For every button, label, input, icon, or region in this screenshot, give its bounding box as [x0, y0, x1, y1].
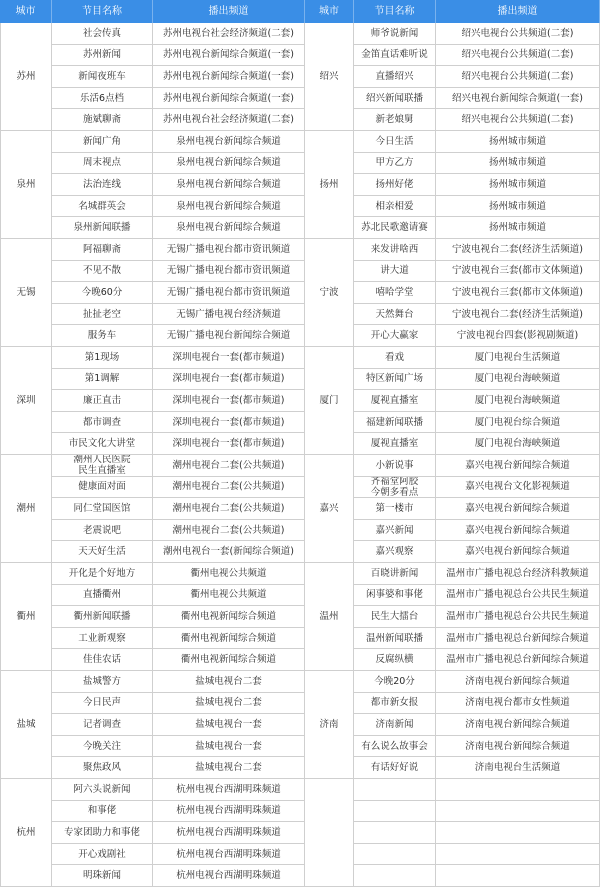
channel-cell	[436, 779, 600, 801]
channel-cell: 嘉兴电视台新闻综合频道	[436, 520, 600, 542]
header-program-name: 节目名称	[52, 0, 153, 23]
channel-cell: 绍兴电视台公共频道(二套)	[436, 23, 600, 45]
city-cell: 嘉兴	[305, 455, 354, 563]
program-name-cell: 法治连线	[52, 174, 153, 196]
program-name-cell: 佳佳农话	[52, 649, 153, 671]
program-name-cell: 有么说么故事会	[354, 736, 436, 758]
program-name-cell: 工业新观察	[52, 628, 153, 650]
channel-cell: 苏州电视台新闻综合频道(一套)	[153, 45, 305, 67]
program-name-cell: 扬州好佬	[354, 174, 436, 196]
channel-cell: 杭州电视台西湖明珠频道	[153, 779, 305, 801]
channel-cell: 扬州城市频道	[436, 196, 600, 218]
program-name-cell: 专家团助力和事佬	[52, 822, 153, 844]
channel-cell: 温州市广播电视总台新闻综合频道	[436, 628, 600, 650]
channel-cell: 衢州电视公共频道	[153, 563, 305, 585]
channel-cell: 盐城电视台二套	[153, 693, 305, 715]
program-name-cell: 老震说吧	[52, 520, 153, 542]
program-name-cell	[354, 865, 436, 887]
program-name-cell: 师爷说新闻	[354, 23, 436, 45]
program-name-cell: 今日民声	[52, 693, 153, 715]
channel-cell: 深圳电视台一套(都市频道)	[153, 412, 305, 434]
header-channel: 播出频道	[436, 0, 600, 23]
channel-cell: 衢州电视新闻综合频道	[153, 606, 305, 628]
channel-cell: 衢州电视新闻综合频道	[153, 628, 305, 650]
channel-cell: 苏州电视台新闻综合频道(一套)	[153, 88, 305, 110]
channel-cell	[436, 865, 600, 887]
program-name-cell: 名城群英会	[52, 196, 153, 218]
channel-cell: 盐城电视台二套	[153, 671, 305, 693]
program-name-cell: 乐活6点档	[52, 88, 153, 110]
program-name-cell: 看戏	[354, 347, 436, 369]
channel-cell: 苏州电视台新闻综合频道(一套)	[153, 66, 305, 88]
program-name-cell: 小新说事	[354, 455, 436, 477]
channel-cell: 厦门电视台综合频道	[436, 412, 600, 434]
city-cell: 绍兴	[305, 23, 354, 131]
program-name-cell: 嘉兴观察	[354, 541, 436, 563]
program-name-cell: 新闻夜班车	[52, 66, 153, 88]
program-name-cell: 闲事婆和事佬	[354, 585, 436, 607]
program-name-cell: 第一楼市	[354, 498, 436, 520]
channel-cell: 苏州电视台社会经济频道(二套)	[153, 23, 305, 45]
program-name-cell: 特区新闻广场	[354, 369, 436, 391]
program-name-cell: 直播衢州	[52, 585, 153, 607]
program-name-cell: 社会传真	[52, 23, 153, 45]
channel-cell: 温州市广播电视总台公共民生频道	[436, 585, 600, 607]
program-name-cell: 新闻广角	[52, 131, 153, 153]
channel-cell	[436, 801, 600, 823]
program-name-cell	[354, 844, 436, 866]
channel-cell	[436, 822, 600, 844]
program-name-cell: 第1现场	[52, 347, 153, 369]
program-name-cell: 齐福堂阿胶 今朝多看点	[354, 477, 436, 499]
channel-cell: 济南电视台都市女性频道	[436, 693, 600, 715]
program-name-cell: 施斌聊斋	[52, 109, 153, 131]
program-name-cell: 市民文化大讲堂	[52, 433, 153, 455]
channel-cell: 深圳电视台一套(都市频道)	[153, 369, 305, 391]
program-name-cell: 扯扯老空	[52, 304, 153, 326]
channel-cell: 杭州电视台西湖明珠频道	[153, 822, 305, 844]
channel-cell: 衢州电视公共频道	[153, 585, 305, 607]
channel-cell: 宁波电视台四套(影视剧频道)	[436, 325, 600, 347]
city-cell: 泉州	[0, 131, 52, 239]
program-name-cell: 苏州新闻	[52, 45, 153, 67]
city-cell: 苏州	[0, 23, 52, 131]
program-name-cell: 周末视点	[52, 153, 153, 175]
program-name-cell: 廉正直击	[52, 390, 153, 412]
channel-cell: 无锡广播电视台经济频道	[153, 304, 305, 326]
header-city: 城市	[305, 0, 354, 23]
channel-cell: 潮州电视台二套(公共频道)	[153, 477, 305, 499]
channel-cell: 绍兴电视台公共频道(二套)	[436, 66, 600, 88]
city-cell: 宁波	[305, 239, 354, 347]
header-city: 城市	[0, 0, 52, 23]
channel-cell: 宁波电视台二套(经济生活频道)	[436, 239, 600, 261]
city-cell: 无锡	[0, 239, 52, 347]
program-name-cell: 温州新闻联播	[354, 628, 436, 650]
header-program-name: 节目名称	[354, 0, 436, 23]
channel-cell: 杭州电视台西湖明珠频道	[153, 865, 305, 887]
program-name-cell: 同仁堂国医馆	[52, 498, 153, 520]
city-cell: 济南	[305, 671, 354, 779]
program-name-cell: 直播绍兴	[354, 66, 436, 88]
program-name-cell: 天然舞台	[354, 304, 436, 326]
program-name-cell: 嘉兴新闻	[354, 520, 436, 542]
program-name-cell: 厦视直播室	[354, 433, 436, 455]
channel-cell: 厦门电视台海峡频道	[436, 433, 600, 455]
channel-cell: 泉州电视台新闻综合频道	[153, 174, 305, 196]
program-name-cell	[354, 822, 436, 844]
program-name-cell: 开化是个好地方	[52, 563, 153, 585]
program-name-cell: 记者调查	[52, 714, 153, 736]
channel-cell: 盐城电视台二套	[153, 757, 305, 779]
channel-cell: 温州市广播电视总台新闻综合频道	[436, 649, 600, 671]
channel-cell: 扬州城市频道	[436, 174, 600, 196]
program-name-cell: 潮州人民医院 民生直播室	[52, 455, 153, 477]
channel-cell: 盐城电视台一套	[153, 736, 305, 758]
program-name-cell: 阿六头说新闻	[52, 779, 153, 801]
channel-cell: 扬州城市频道	[436, 217, 600, 239]
channel-cell: 嘉兴电视台新闻综合频道	[436, 498, 600, 520]
city-cell	[305, 779, 354, 887]
program-name-cell: 相亲相爱	[354, 196, 436, 218]
program-name-cell: 盐城警方	[52, 671, 153, 693]
channel-cell: 温州市广播电视总台经济科教频道	[436, 563, 600, 585]
program-name-cell: 今晚关注	[52, 736, 153, 758]
program-name-cell: 金笛直话难听说	[354, 45, 436, 67]
channel-cell: 泉州电视台新闻综合频道	[153, 196, 305, 218]
channel-cell: 苏州电视台社会经济频道(二套)	[153, 109, 305, 131]
program-name-cell: 明珠新闻	[52, 865, 153, 887]
city-cell: 温州	[305, 563, 354, 671]
program-name-cell: 苏北民歌邀请赛	[354, 217, 436, 239]
program-name-cell: 健康面对面	[52, 477, 153, 499]
channel-cell: 济南电视台生活频道	[436, 757, 600, 779]
program-name-cell: 甲方乙方	[354, 153, 436, 175]
channel-cell: 潮州电视台二套(公共频道)	[153, 455, 305, 477]
program-name-cell: 厦视直播室	[354, 390, 436, 412]
channel-cell: 宁波电视台二套(经济生活频道)	[436, 304, 600, 326]
program-name-cell: 讲大道	[354, 261, 436, 283]
program-name-cell: 都市新女报	[354, 693, 436, 715]
channel-cell: 衢州电视新闻综合频道	[153, 649, 305, 671]
channel-cell: 绍兴电视台公共频道(二套)	[436, 45, 600, 67]
channel-cell: 嘉兴电视台新闻综合频道	[436, 541, 600, 563]
program-name-cell: 第1调解	[52, 369, 153, 391]
channel-cell: 无锡广播电视台都市资讯频道	[153, 282, 305, 304]
program-name-cell: 和事佬	[52, 801, 153, 823]
header-channel: 播出频道	[153, 0, 305, 23]
program-name-cell: 反腐纵横	[354, 649, 436, 671]
city-cell: 盐城	[0, 671, 52, 779]
channel-cell: 厦门电视台生活频道	[436, 347, 600, 369]
channel-cell: 潮州电视台一套(新闻综合频道)	[153, 541, 305, 563]
channel-cell: 深圳电视台一套(都市频道)	[153, 433, 305, 455]
channel-cell: 济南电视台新闻综合频道	[436, 714, 600, 736]
city-cell: 厦门	[305, 347, 354, 455]
program-name-cell: 今日生活	[354, 131, 436, 153]
channel-cell: 嘉兴电视台文化影视频道	[436, 477, 600, 499]
program-name-cell: 聚焦政风	[52, 757, 153, 779]
channel-cell: 扬州城市频道	[436, 153, 600, 175]
channel-cell: 潮州电视台二套(公共频道)	[153, 520, 305, 542]
channel-cell: 扬州城市频道	[436, 131, 600, 153]
channel-cell: 深圳电视台一套(都市频道)	[153, 347, 305, 369]
channel-cell: 厦门电视台海峡频道	[436, 369, 600, 391]
program-name-cell: 开心大赢家	[354, 325, 436, 347]
program-name-cell: 服务车	[52, 325, 153, 347]
program-name-cell: 今晚60分	[52, 282, 153, 304]
channel-cell: 宁波电视台三套(都市文体频道)	[436, 261, 600, 283]
program-name-cell: 福建新闻联播	[354, 412, 436, 434]
channel-cell: 宁波电视台三套(都市文体频道)	[436, 282, 600, 304]
channel-cell: 杭州电视台西湖明珠频道	[153, 844, 305, 866]
program-name-cell: 衢州新闻联播	[52, 606, 153, 628]
channel-cell: 杭州电视台西湖明珠频道	[153, 801, 305, 823]
program-name-cell: 百晓讲新闻	[354, 563, 436, 585]
program-name-cell: 今晚20分	[354, 671, 436, 693]
program-name-cell	[354, 779, 436, 801]
program-name-cell: 天天好生活	[52, 541, 153, 563]
city-cell: 深圳	[0, 347, 52, 455]
channel-cell: 厦门电视台海峡频道	[436, 390, 600, 412]
channel-cell: 嘉兴电视台新闻综合频道	[436, 455, 600, 477]
channel-cell: 济南电视台新闻综合频道	[436, 736, 600, 758]
channel-cell: 潮州电视台二套(公共频道)	[153, 498, 305, 520]
program-name-cell: 来发讲啥西	[354, 239, 436, 261]
channel-cell: 盐城电视台一套	[153, 714, 305, 736]
channel-cell: 无锡广播电视台都市资讯频道	[153, 261, 305, 283]
channel-cell: 绍兴电视台公共频道(二套)	[436, 109, 600, 131]
channel-cell	[436, 844, 600, 866]
channel-cell: 泉州电视台新闻综合频道	[153, 217, 305, 239]
city-cell: 扬州	[305, 131, 354, 239]
program-name-cell: 新老娘舅	[354, 109, 436, 131]
program-name-cell: 都市调查	[52, 412, 153, 434]
program-name-cell: 不见不散	[52, 261, 153, 283]
program-name-cell: 济南新闻	[354, 714, 436, 736]
channel-cell: 深圳电视台一套(都市频道)	[153, 390, 305, 412]
city-cell: 衢州	[0, 563, 52, 671]
channel-cell: 绍兴电视台新闻综合频道(一套)	[436, 88, 600, 110]
city-cell: 潮州	[0, 455, 52, 563]
program-name-cell: 开心戏剧社	[52, 844, 153, 866]
channel-cell: 温州市广播电视总台公共民生频道	[436, 606, 600, 628]
program-name-cell: 有话好好说	[354, 757, 436, 779]
channel-cell: 济南电视台新闻综合频道	[436, 671, 600, 693]
program-name-cell: 嘻哈学堂	[354, 282, 436, 304]
program-name-cell	[354, 801, 436, 823]
program-name-cell: 阿福聊斋	[52, 239, 153, 261]
channel-cell: 无锡广播电视台新闻综合频道	[153, 325, 305, 347]
channel-cell: 泉州电视台新闻综合频道	[153, 153, 305, 175]
program-name-cell: 绍兴新闻联播	[354, 88, 436, 110]
channel-cell: 无锡广播电视台都市资讯频道	[153, 239, 305, 261]
program-name-cell: 泉州新闻联播	[52, 217, 153, 239]
city-cell: 杭州	[0, 779, 52, 887]
channel-cell: 泉州电视台新闻综合频道	[153, 131, 305, 153]
program-name-cell: 民生大擂台	[354, 606, 436, 628]
